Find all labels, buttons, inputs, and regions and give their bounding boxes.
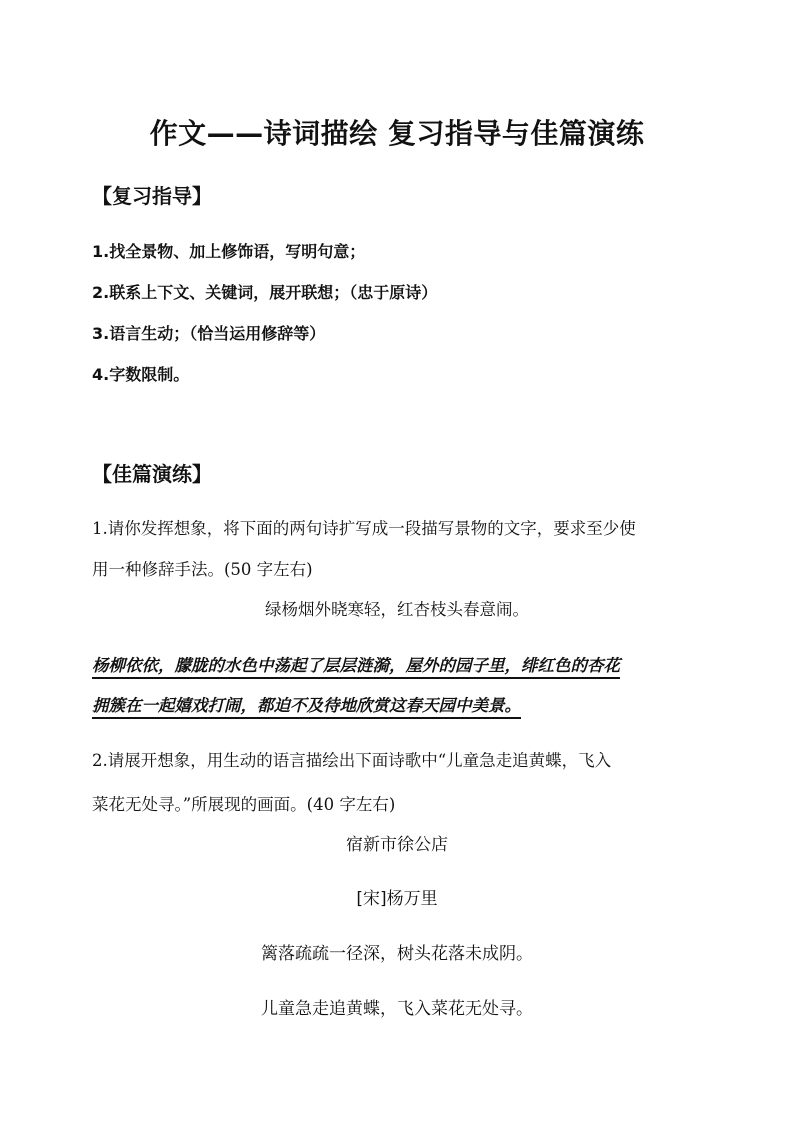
guide-heading: 【复习指导】 bbox=[92, 184, 212, 208]
answer-1-line-1: 杨柳依依，朦胧的水色中荡起了层层涟漪，屋外的园子里，绯红色的杏花 bbox=[92, 656, 620, 675]
guide-item-1: 1.找全景物、加上修饰语，写明句意； bbox=[92, 242, 366, 261]
poem-title: 宿新市徐公店 bbox=[346, 835, 448, 855]
guide-item-2: 2.联系上下文、关键词，展开联想；（忠于原诗） bbox=[92, 283, 438, 302]
question-2-line-2: 菜花无处寻。”所展现的画面。(40 字左右) bbox=[92, 795, 396, 814]
poem-author: [宋]杨万里 bbox=[356, 889, 438, 909]
question-1-poem: 绿杨烟外晓寒轻，红杏枝头春意闹。 bbox=[265, 600, 529, 619]
guide-item-3: 3.语言生动；（恰当运用修辞等） bbox=[92, 324, 326, 343]
guide-item-4: 4.字数限制。 bbox=[92, 365, 190, 384]
question-1-line-1: 1.请你发挥想象，将下面的两句诗扩写成一段描写景物的文字，要求至少使 bbox=[92, 519, 636, 538]
practice-heading: 【佳篇演练】 bbox=[92, 462, 212, 486]
poem-line-2: 儿童急走追黄蝶，飞入菜花无处寻。 bbox=[261, 999, 533, 1019]
question-2-line-1: 2.请展开想象，用生动的语言描绘出下面诗歌中“儿童急走追黄蝶，飞入 bbox=[92, 751, 612, 770]
poem-line-1: 篱落疏疏一径深，树头花落未成阴。 bbox=[261, 944, 533, 964]
page-title: 作文——诗词描绘 复习指导与佳篇演练 bbox=[149, 117, 645, 150]
question-1-line-2: 用一种修辞手法。(50 字左右) bbox=[92, 560, 313, 579]
answer-1-line-2: 拥簇在一起嬉戏打闹，都迫不及待地欣赏这春天园中美景。 bbox=[92, 696, 521, 715]
